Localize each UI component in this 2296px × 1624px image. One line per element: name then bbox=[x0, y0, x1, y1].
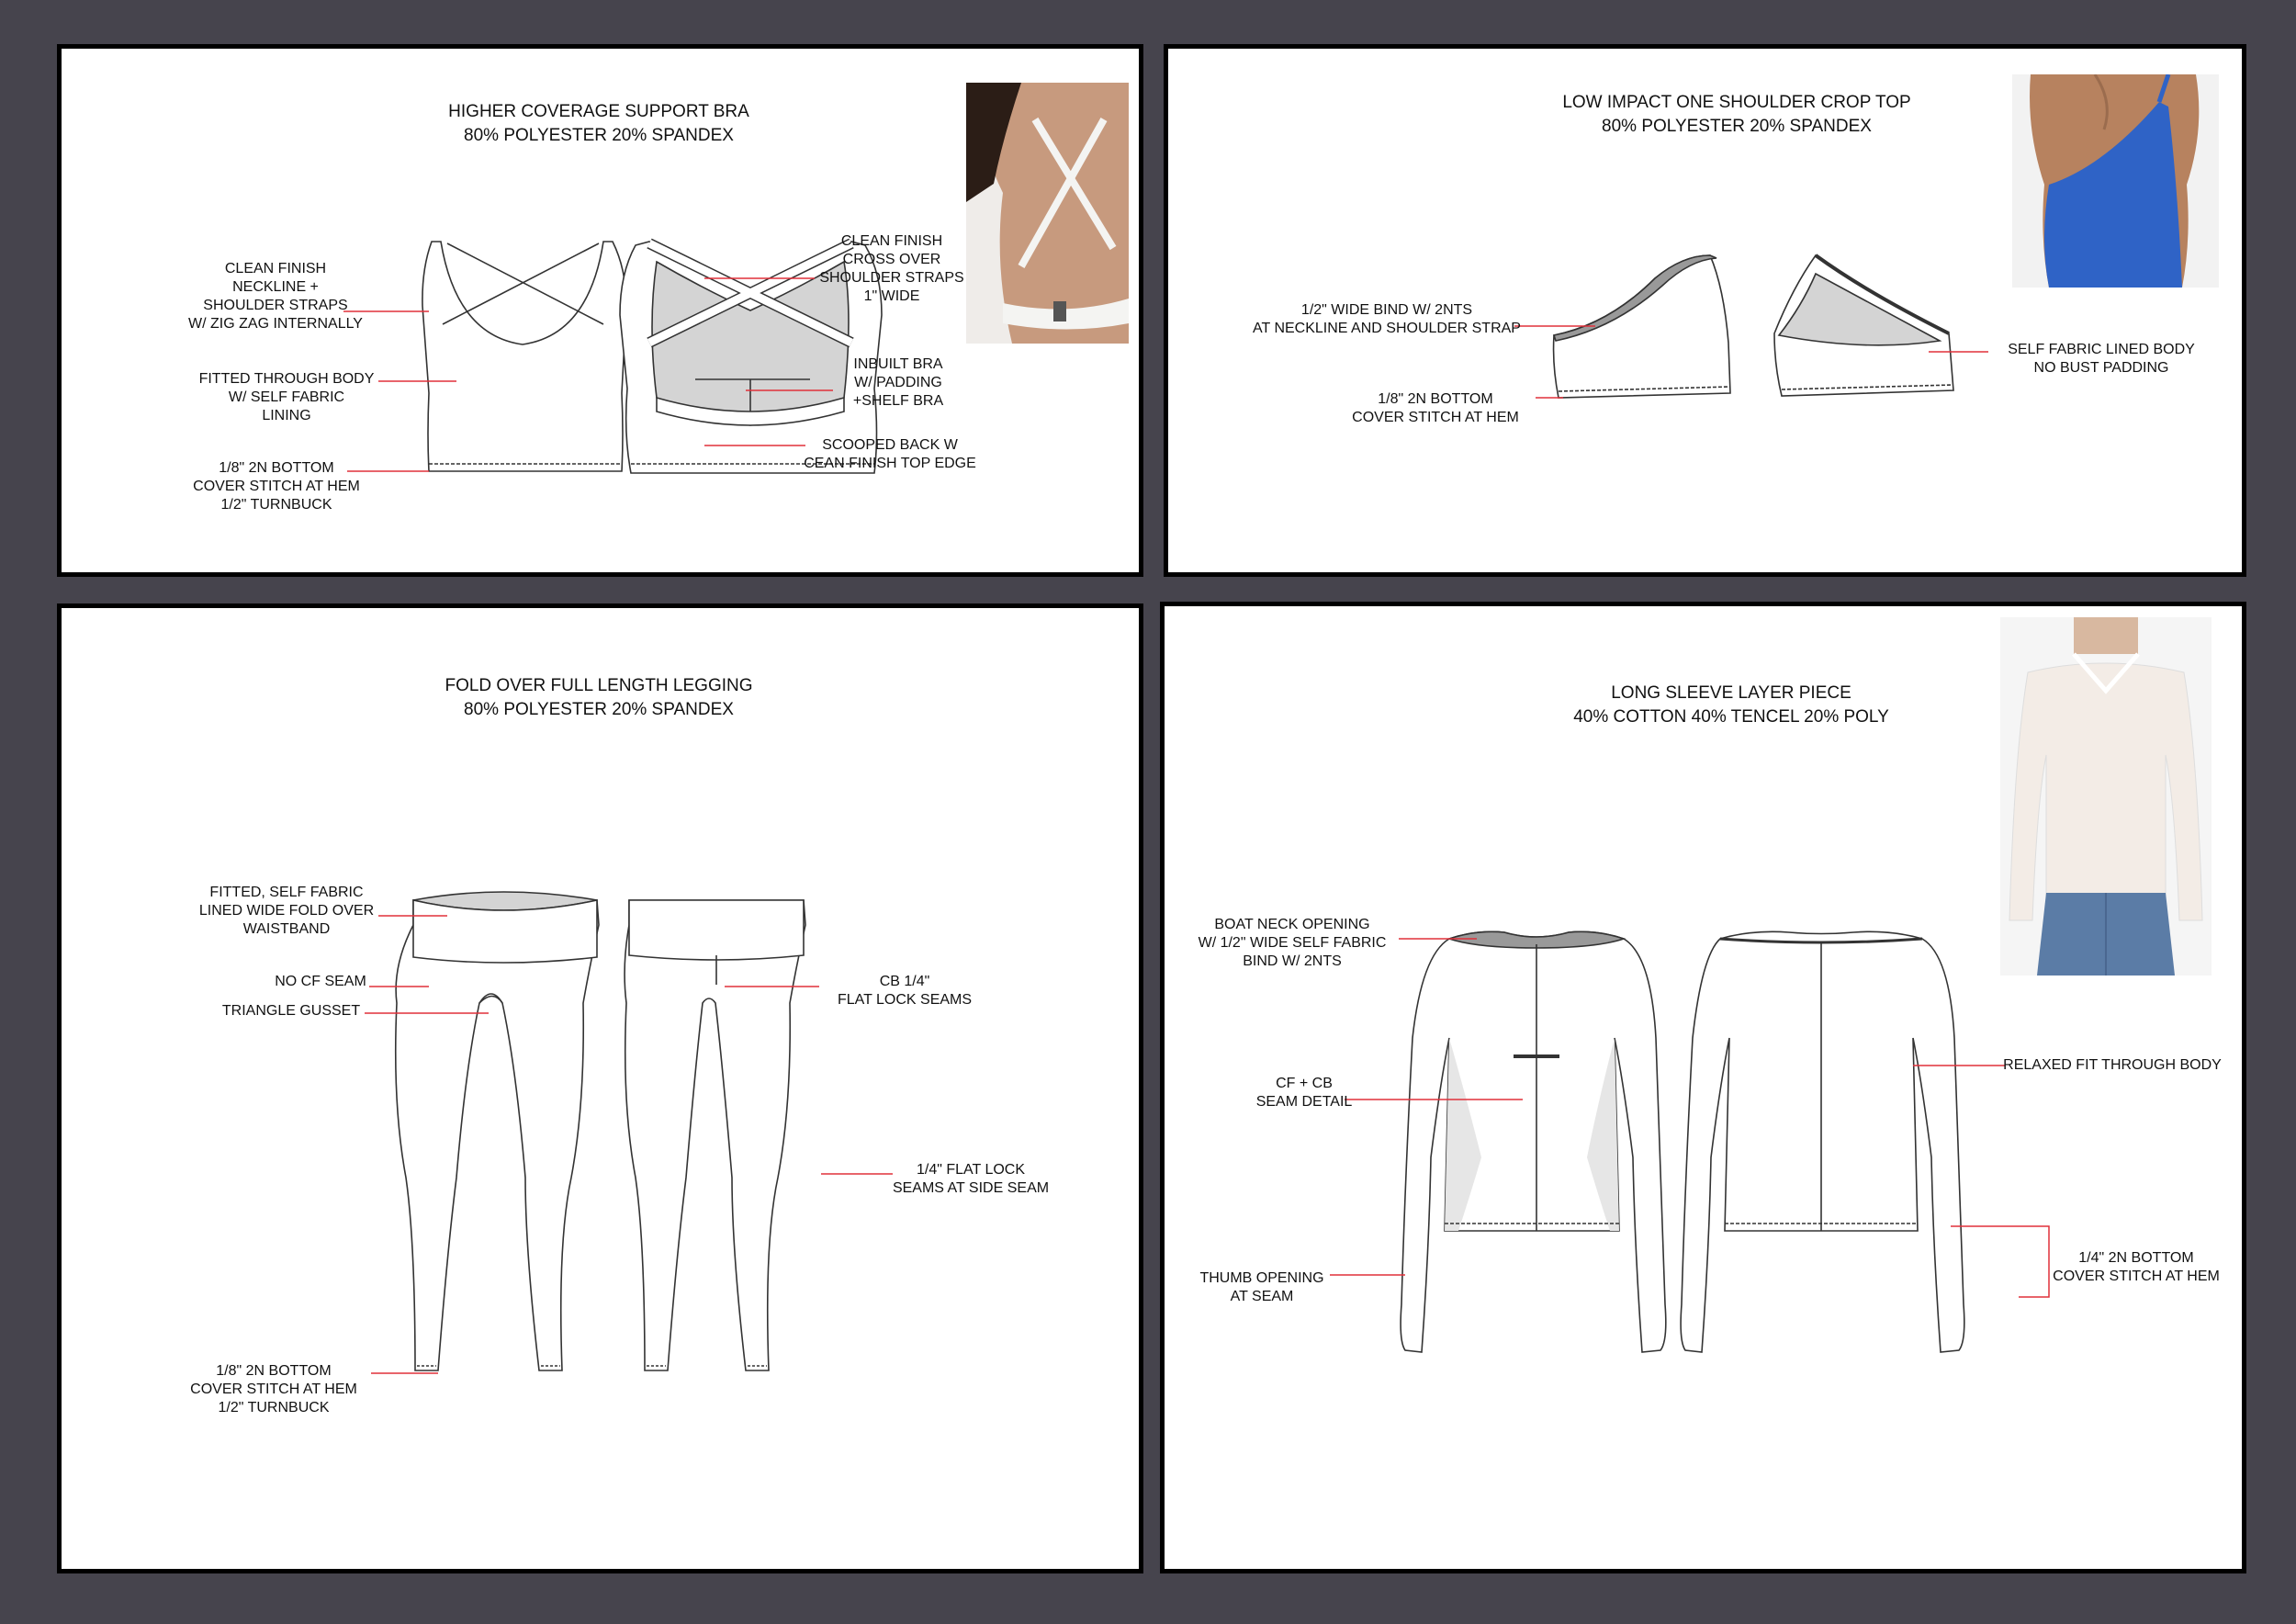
long-sleeve-label-boat-neck: BOAT NECK OPENING W/ 1/2" WIDE SELF FABRIC BIND W/ 2NTS bbox=[1198, 917, 1387, 969]
back-view-bra-photo bbox=[966, 83, 1129, 344]
legging-label-side-seam: 1/4" FLAT LOCK SEAMS AT SIDE SEAM bbox=[892, 1162, 1050, 1196]
crop-top-label-hem: 1/8" 2N BOTTOM COVER STITCH AT HEM bbox=[1352, 391, 1519, 425]
bra-front-sketch bbox=[422, 242, 626, 471]
crop-top-title: LOW IMPACT ONE SHOULDER CROP TOP 80% POLYESTER 20% SPANDEX bbox=[1562, 93, 1911, 136]
legging-front-sketch bbox=[396, 892, 599, 1370]
long-sleeve-title: LONG SLEEVE LAYER PIECE 40% COTTON 40% TENCEL 20% POLY bbox=[1573, 683, 1889, 727]
legging-label-cb-seams: CB 1/4" FLAT LOCK SEAMS bbox=[837, 974, 973, 1008]
panel-long-sleeve-layer bbox=[1160, 602, 2246, 1573]
bra-label-neckline: CLEAN FINISH NECKLINE + SHOULDER STRAPS W/ ZIG ZAG INTERNALLY bbox=[188, 261, 363, 332]
legging-label-no-cf-seam: NO CF SEAM bbox=[275, 974, 366, 989]
legging-title: FOLD OVER FULL LENGTH LEGGING 80% POLYESTER 20% SPANDEX bbox=[445, 676, 753, 719]
panel-fold-over-legging bbox=[57, 603, 1143, 1573]
bra-label-bottom-hem: 1/8" 2N BOTTOM COVER STITCH AT HEM 1/2" TURNBUCK bbox=[193, 460, 360, 513]
crop-top-back-sketch bbox=[1774, 255, 1953, 396]
long-sleeve-label-relaxed-fit: RELAXED FIT THROUGH BODY bbox=[2003, 1057, 2222, 1073]
bra-label-cross-straps: CLEAN FINISH CROSS OVER SHOULDER STRAPS 1" WIDE bbox=[819, 233, 964, 304]
bra-label-scooped-back: SCOOPED BACK W CEAN FINISH TOP EDGE bbox=[804, 437, 976, 471]
crop-top-label-lined-body: SELF FABRIC LINED BODY NO BUST PADDING bbox=[2008, 342, 2195, 376]
long-sleeve-label-seam-detail: CF + CB SEAM DETAIL bbox=[1255, 1076, 1353, 1110]
sheer-long-sleeve-photo bbox=[2000, 617, 2212, 976]
legging-label-gusset: TRIANGLE GUSSET bbox=[221, 1003, 361, 1019]
bra-label-inbuilt-bra: INBUILT BRA W/ PADDING +SHELF BRA bbox=[852, 356, 944, 409]
crop-top-label-bind: 1/2" WIDE BIND W/ 2NTS AT NECKLINE AND SHOULDER STRAP bbox=[1253, 302, 1521, 336]
long-sleeve-back-sketch bbox=[1681, 931, 1964, 1352]
panel-one-shoulder-top bbox=[1164, 44, 2246, 577]
legging-label-waistband: FITTED, SELF FABRIC LINED WIDE FOLD OVER WAISTBAND bbox=[198, 885, 375, 937]
legging-flat-sketches bbox=[62, 608, 1139, 1569]
bra-label-fitted-body: FITTED THROUGH BODY W/ SELF FABRIC LINING bbox=[198, 371, 375, 423]
legging-label-bottom-hem: 1/8" 2N BOTTOM COVER STITCH AT HEM 1/2" TURNBUCK bbox=[190, 1363, 357, 1415]
legging-back-sketch bbox=[625, 900, 805, 1370]
long-sleeve-label-thumb: THUMB OPENING AT SEAM bbox=[1199, 1270, 1324, 1304]
long-sleeve-label-bottom-hem: 1/4" 2N BOTTOM COVER STITCH AT HEM bbox=[2053, 1250, 2220, 1284]
bra-title: HIGHER COVERAGE SUPPORT BRA 80% POLYESTER 20% SPANDEX bbox=[448, 102, 749, 145]
blue-one-shoulder-photo bbox=[2012, 74, 2219, 288]
long-sleeve-front-sketch bbox=[1401, 931, 1666, 1352]
panel-support-bra bbox=[57, 44, 1143, 577]
